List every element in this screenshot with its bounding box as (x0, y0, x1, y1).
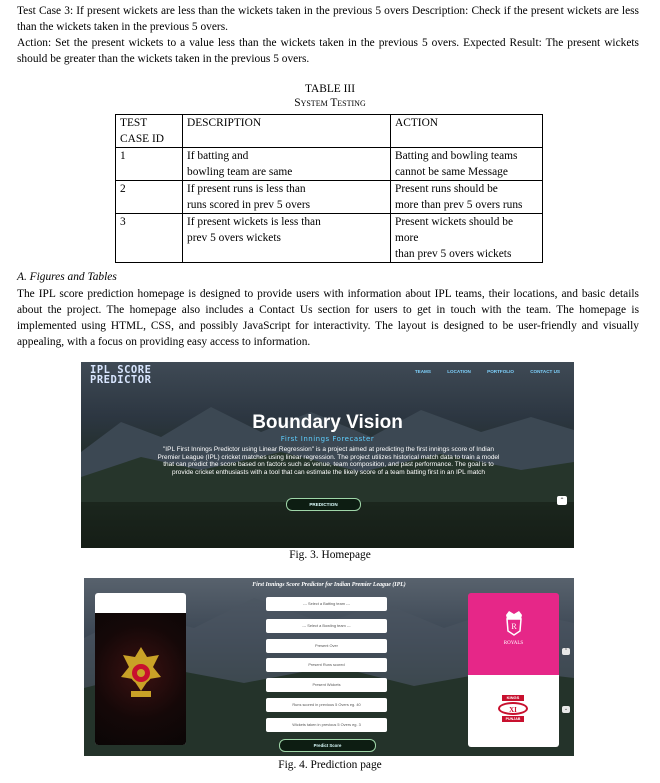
nav-portfolio[interactable]: PORTFOLIO (487, 369, 514, 374)
cell-action-line: cannot be same Message (395, 166, 508, 178)
table-header-row (116, 115, 543, 148)
cell-action (391, 181, 543, 214)
hero-description: "IPL First Innings Predictor using Linear Regression" is a project aimed at predicting the first innings score of Indian Premier League (IPL) cricket matches using linear regression. The project utilizes historical match data to train a model that can predict the score based on factors such as venue, team composition, and past performance. The goal is to provide cricket enthusiasts with a tool that can estimate the likely score of a team batting first in an IPL match (157, 446, 500, 476)
kings-logo-line-2: XI (498, 702, 528, 715)
action-paragraph: Action: Set the present wickets to a value less than the wickets taken in the previous 5 overs. Expected Result: The present wickets should be greater than the wickets taken in the previous 5 overs. (17, 37, 639, 65)
present-runs-input[interactable]: Present Runs scored (266, 658, 387, 672)
header-description: DESCRIPTION (183, 115, 391, 148)
site-logo[interactable] (90, 365, 151, 385)
figure-4-caption: Fig. 4. Prediction page (278, 759, 382, 771)
system-testing-table (115, 114, 543, 263)
cell-action (391, 214, 543, 263)
cell-action (391, 148, 543, 181)
table-row (116, 181, 543, 214)
royals-crest-icon (501, 609, 527, 637)
bowling-team-card-top (468, 593, 559, 675)
prediction-title (84, 582, 574, 588)
cell-description-line: If present runs is less than (187, 183, 306, 195)
cell-description (183, 214, 391, 263)
hero-subtitle: First Innings Forecaster (280, 435, 375, 443)
table-row (116, 214, 543, 263)
kings-logo-line-3: PUNJAB (502, 716, 524, 722)
table-row (116, 148, 543, 181)
kings-logo-line-1: KINGS (502, 695, 524, 701)
table-title: System Testing (294, 97, 366, 109)
top-nav (400, 369, 560, 374)
hero-title: Boundary Vision (252, 412, 403, 433)
nav-contact-us[interactable]: CONTACT US (530, 369, 560, 374)
rcb-crest-icon (117, 645, 165, 701)
cell-description-line: runs scored in prev 5 overs (187, 199, 311, 211)
predict-score-button[interactable]: Predict Score (279, 739, 376, 752)
present-wickets-input[interactable]: Present Wickets (266, 678, 387, 692)
prediction-title-prefix: First Innings Score Predictor for (252, 582, 334, 588)
bowling-team-select[interactable]: --- Select a Bowling team --- (266, 619, 387, 633)
cell-action-line: more (395, 232, 419, 244)
scroll-down-icon[interactable]: ⌄ (563, 706, 569, 712)
nav-location[interactable]: LOCATION (447, 369, 471, 374)
cell-id: 1 (116, 148, 183, 181)
cell-description-line: prev 5 overs wickets (187, 232, 281, 244)
header-test-case-id: TEST CASE ID (116, 115, 183, 148)
section-heading-figures-tables: A. Figures and Tables (17, 271, 117, 283)
wickets-prev-5-overs-input[interactable]: Wickets taken in previous 5 Overs eg. 3 (266, 718, 387, 732)
logo-line-1: IPL SCORE (90, 364, 152, 376)
test-case-3-paragraph: Test Case 3: If present wickets are less than the wickets taken in the previous 5 overs Description: Check if the present wickets are less than the wickets taken in the previous 5 overs. (17, 5, 639, 33)
logo-line-2: PREDICTOR (90, 374, 152, 386)
cell-action-line: Present runs should be (395, 183, 498, 195)
prediction-page-screenshot (84, 578, 574, 756)
batting-team-card (95, 593, 186, 745)
cell-action-line: more than prev 5 overs runs (395, 199, 523, 211)
svg-text:R: R (511, 622, 517, 631)
table-label: TABLE III (304, 83, 355, 95)
runs-prev-5-overs-input[interactable]: Runs scored in previous 5 Overs eg. 40 (266, 698, 387, 712)
cell-id: 2 (116, 181, 183, 214)
royals-logo-text: ROYALS (503, 641, 524, 646)
prediction-button[interactable]: PREDICTION (286, 498, 361, 511)
header-action: ACTION (391, 115, 543, 148)
bowling-team-card-bottom (468, 675, 559, 747)
kings-xi-crest-icon (498, 695, 528, 725)
cell-id: 3 (116, 214, 183, 263)
cell-action-line: than prev 5 overs wickets (395, 248, 512, 260)
nav-teams[interactable]: TEAMS (414, 369, 431, 374)
scroll-up-icon[interactable]: ⌃ (563, 648, 569, 654)
cell-action-line: Batting and bowling teams (395, 150, 518, 162)
cell-description-line: If batting and (187, 150, 249, 162)
cell-description (183, 148, 391, 181)
cell-action-line: Present wickets should be (395, 216, 513, 228)
cell-description-line: If present wickets is less than (187, 216, 321, 228)
scroll-up-icon[interactable]: ⌃ (557, 496, 567, 505)
section-body-paragraph: The IPL score prediction homepage is designed to provide users with information about IPL teams, their locations, and basic details about the project. The homepage also includes a Contact Us section for users to get in touch with the team. The homepage is implemented using HTML, CSS, and possibly JavaScript for interactivity. The layout is designed to be user-friendly and visually appealing, with a focus on providing easy access to information. (17, 288, 639, 348)
figure-3-caption: Fig. 3. Homepage (289, 549, 371, 561)
cell-description (183, 181, 391, 214)
batting-team-select[interactable]: --- Select a Batting team --- (266, 597, 387, 611)
cell-description-line: bowling team are same (187, 166, 293, 178)
homepage-screenshot (81, 362, 574, 548)
present-over-input[interactable]: Present Over (266, 639, 387, 653)
prediction-title-emph: Indian Premier League (IPL) (333, 582, 406, 588)
